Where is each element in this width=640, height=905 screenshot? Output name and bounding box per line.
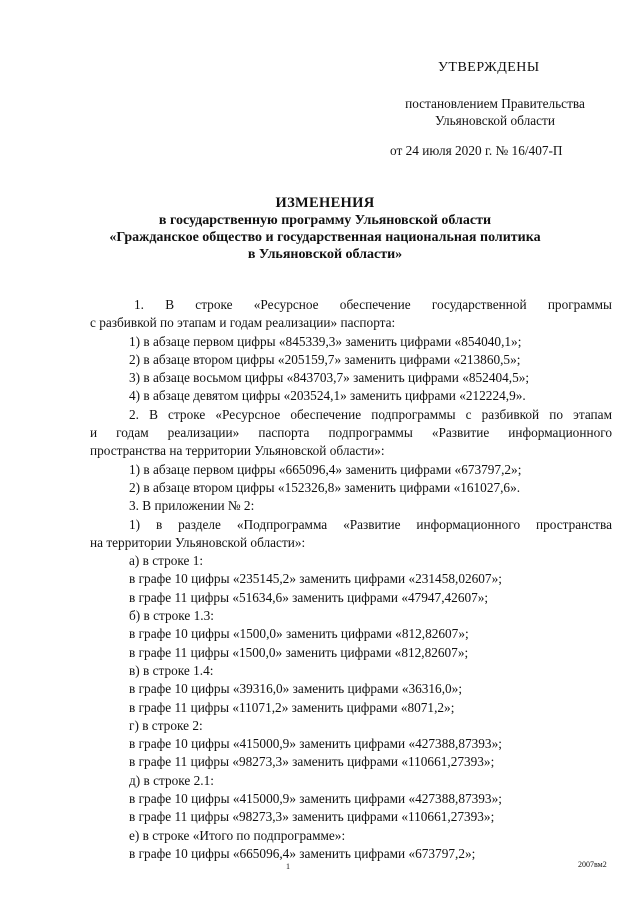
body-line: в) в строке 1.4: [129,662,214,678]
body-line: б) в строке 1.3: [129,608,214,624]
body-line: в графе 10 цифры «39316,0» заменить цифрами «36316,0»; [129,681,463,697]
decree-reference [360,95,630,129]
decree-date: от 24 июля 2020 г. № 16/407-П [390,143,563,158]
body-line: в графе 11 цифры «11071,2» заменить цифрами «8071,2»; [129,699,455,715]
decree-line-2: Ульяновской области [435,113,555,128]
body-line: в графе 10 цифры «235145,2» заменить цифрами «231458,02607»; [129,571,502,587]
body-line: 2) в абзаце втором цифры «152326,8» заменить цифрами «161027,6». [129,479,521,495]
body-line: 2) в абзаце втором цифры «205159,7» заменить цифрами «213860,5»; [129,351,521,367]
footer-mark: 1 [286,862,290,871]
body-line: 1. В строке «Ресурсное обеспечение государственной программы [134,297,612,312]
body-line: в графе 11 цифры «98273,3» заменить цифрами «110661,27393»; [129,754,495,770]
body-line: 1) в абзаце первом цифры «845339,3» заменить цифрами «854040,1»; [129,333,522,349]
document-code: 2007вм2 [578,860,607,869]
body-line: в графе 10 цифры «415000,9» заменить цифрами «427388,87393»; [129,736,502,752]
body-line: в графе 10 цифры «415000,9» заменить цифрами «427388,87393»; [129,791,502,807]
document-title [80,195,570,263]
title-line-1: в государственную программу Ульяновской области [158,213,492,228]
body-line: г) в строке 2: [129,717,203,733]
body-line: и годам реализации» паспорта подпрограммы «Развитие информационного [90,425,612,441]
body-line: в графе 11 цифры «1500,0» заменить цифрами «812,82607»; [129,644,469,660]
body-line: 3. В приложении № 2: [129,498,255,514]
body-line: 2. В строке «Ресурсное обеспечение подпрограммы с разбивкой по этапам [129,406,612,422]
body-line: в графе 11 цифры «98273,3» заменить цифрами «110661,27393»; [129,809,495,825]
body-line: в графе 11 цифры «51634,6» заменить цифрами «47947,42607»; [129,589,489,605]
body-line: в графе 10 цифры «665096,4» заменить цифрами «673797,2»; [129,845,476,861]
approved-stamp: УТВЕРЖДЕНЫ [438,60,540,75]
title-line-3: в Ульяновской области» [247,247,403,262]
body-line: 3) в абзаце восьмом цифры «843703,7» заменить цифрами «852404,5»; [129,370,530,386]
body-line: 4) в абзаце девятом цифры «203524,1» заменить цифрами «212224,9». [129,388,526,404]
body-line: с разбивкой по этапам и годам реализации» паспорта: [90,315,396,331]
document-body [90,296,612,863]
body-line: на территории Ульяновской области»: [90,534,306,550]
body-line: д) в строке 2.1: [129,772,214,788]
body-line: 1) в разделе «Подпрограмма «Развитие информационного пространства [129,516,612,532]
body-line: 1) в абзаце первом цифры «665096,4» заменить цифрами «673797,2»; [129,461,522,477]
body-line: в графе 10 цифры «1500,0» заменить цифрами «812,82607»; [129,626,469,642]
body-line: пространства на территории Ульяновской области»: [90,443,385,459]
decree-line-1: постановлением Правительства [405,96,585,111]
title-heading: ИЗМЕНЕНИЯ [275,195,375,211]
title-line-2: «Гражданское общество и государственная национальная политика [109,230,541,245]
body-line: е) в строке «Итого по подпрограмме»: [129,827,346,843]
body-line: а) в строке 1: [129,553,204,569]
